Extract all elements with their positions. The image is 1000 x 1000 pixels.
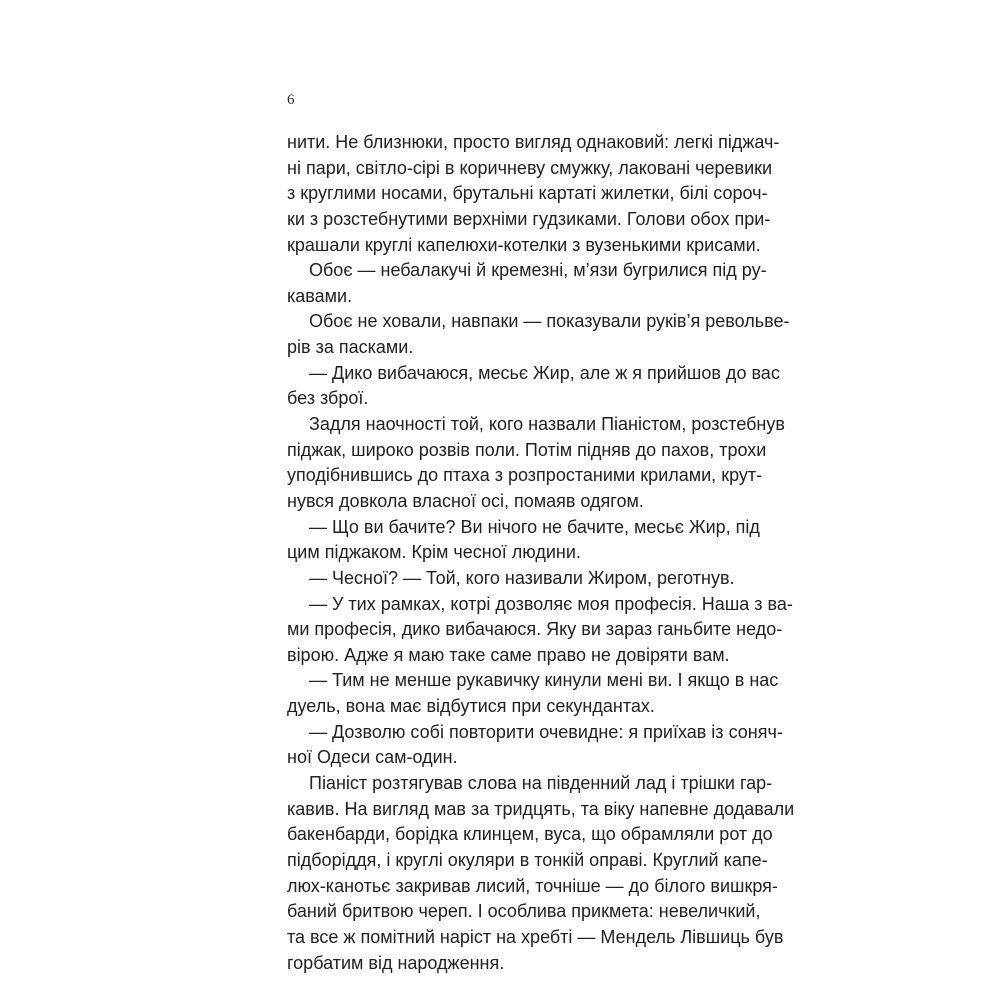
text-line: Обоє не ховали, навпаки — показували руків’я револьве- <box>309 311 790 332</box>
text-line: нувся довкола власної осі, помаяв одягом. <box>287 490 644 511</box>
text-line: та все ж помітний наріст на хребті — Мендель Лівшиць був <box>287 926 784 947</box>
text-line: без зброї. <box>287 388 369 409</box>
text-line: ми професія, дико вибачаюся. Яку ви зараз ганьбите недо- <box>287 619 783 640</box>
page-body-text <box>287 130 795 976</box>
text-line: — Дозволю собі повторити очевидне: я приїхав із соняч- <box>309 721 783 742</box>
text-line: з круглими носами, брутальні картаті жилетки, білі сороч- <box>287 183 768 204</box>
text-line: піджак, широко розвів поли. Потім підняв до пахов, трохи <box>287 439 767 460</box>
text-line: — Дико вибачаюся, месьє Жир, але ж я прийшов до вас <box>309 362 780 383</box>
text-line: рів за пасками. <box>287 337 414 358</box>
text-line: горбатим від народження. <box>287 952 505 973</box>
text-line: кавив. На вигляд мав за тридцять, та віку напевне додавали <box>287 798 795 819</box>
text-line: цим піджаком. Крім чесної людини. <box>287 542 581 563</box>
page-number: 6 <box>287 92 295 108</box>
text-line: крашали круглі капелюхи-котелки з вузенькими крисами. <box>287 234 761 255</box>
text-line: вірою. Адже я маю таке саме право не довіряти вам. <box>287 644 730 665</box>
text-line: дуель, вона має відбутися при секундантах. <box>287 696 655 717</box>
text-line: ки з розстебнутими верхніми гудзиками. Голови обох при- <box>287 208 771 229</box>
text-line: — Що ви бачите? Ви нічого не бачите, месьє Жир, під <box>309 516 760 537</box>
text-line: — У тих рамках, котрі дозволяє моя професія. Наша з ва- <box>309 593 793 614</box>
text-line: люх-канотьє закривав лисий, точніше — до білого вишкря- <box>287 875 778 896</box>
text-line: ні пари, світло-сірі в коричневу смужку, лаковані черевики <box>287 157 773 178</box>
text-line: бакенбарди, борідка клинцем, вуса, що обрамляли рот до <box>287 824 773 845</box>
text-line: кавами. <box>287 285 353 306</box>
text-line: ної Одеси сам-один. <box>287 747 458 768</box>
text-line: уподібнившись до птаха з розпростаними крилами, крут- <box>287 465 763 486</box>
text-line: Задля наочності той, кого назвали Піаністом, розстебнув <box>309 414 785 435</box>
text-line: баний бритвою череп. І особлива прикмета: невеличкий, <box>287 901 761 922</box>
text-line: — Тим не менше рукавичку кинули мені ви. І якщо в нас <box>309 670 779 691</box>
text-line: Обоє — небалакучі й кремезні, м’язи бугрилися під ру- <box>309 260 767 281</box>
text-line: Піаніст розтягував слова на південний лад і трішки гар- <box>309 773 773 794</box>
text-line: підборіддя, і круглі окуляри в тонкій оправі. Круглий капе- <box>287 849 768 870</box>
text-line: — Чесної? — Той, кого називали Жиром, реготнув. <box>309 567 735 588</box>
text-line: нити. Не близнюки, просто вигляд однаковий: легкі піджач- <box>287 132 780 152</box>
